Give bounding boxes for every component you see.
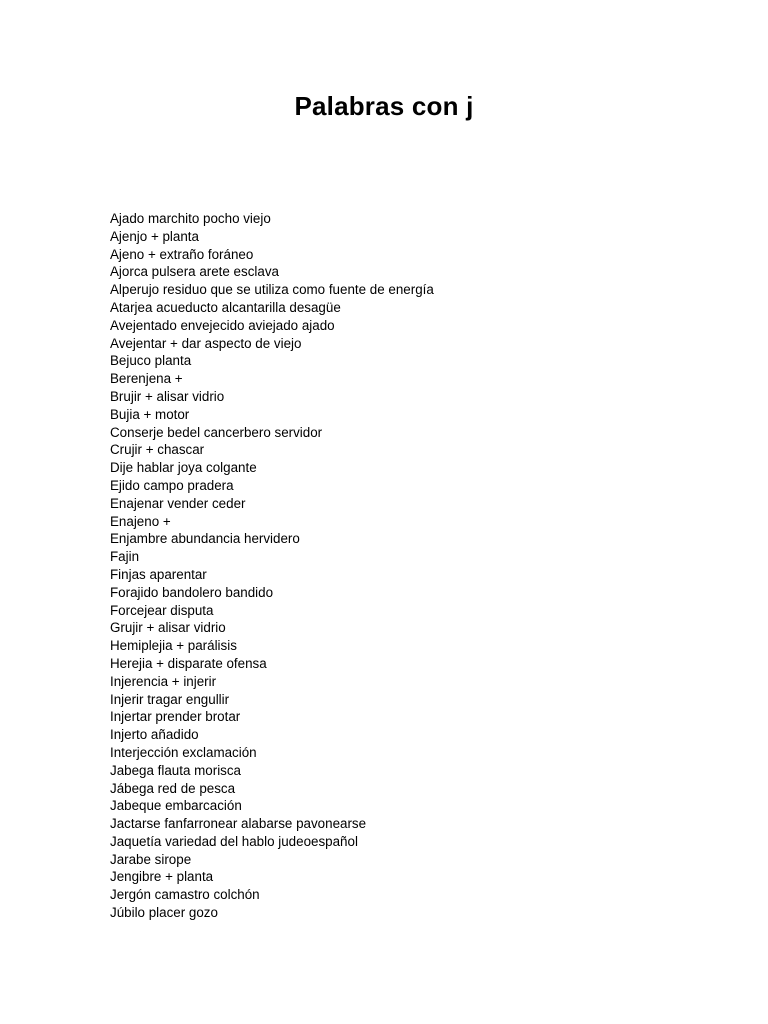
word-entry: Atarjea acueducto alcantarilla desagüe <box>110 299 341 315</box>
word-entry: Forcejear disputa <box>110 602 214 618</box>
word-entry: Finjas aparentar <box>110 566 207 582</box>
word-entry: Bejuco planta <box>110 353 192 369</box>
word-entry: Avejentar + dar aspecto de viejo <box>110 335 302 351</box>
word-entry: Jábega red de pesca <box>110 780 236 796</box>
word-list <box>110 210 434 922</box>
word-entry: Bujia + motor <box>110 406 190 422</box>
word-entry: Ajenjo + planta <box>110 228 199 244</box>
word-entry: Brujir + alisar vidrio <box>110 388 225 404</box>
word-entry: Jactarse fanfarronear alabarse pavonearse <box>110 816 367 832</box>
word-entry: Avejentado envejecido aviejado ajado <box>110 317 335 333</box>
word-entry: Jarabe sirope <box>110 851 192 867</box>
word-entry: Ajeno + extraño foráneo <box>110 246 254 262</box>
word-entry: Fajin <box>110 549 140 565</box>
word-entry: Berenjena + <box>110 371 183 387</box>
word-entry: Enajeno + <box>110 513 171 529</box>
word-entry: Jergón camastro colchón <box>110 887 260 903</box>
word-entry: Injerir tragar engullir <box>110 691 230 707</box>
word-entry: Jaquetía variedad del hablo judeoespañol <box>110 833 358 849</box>
word-entry: Alperujo residuo que se utiliza como fuente de energía <box>110 282 434 298</box>
word-entry: Interjección exclamación <box>110 744 257 760</box>
word-entry: Júbilo placer gozo <box>110 905 218 921</box>
word-entry: Grujir + alisar vidrio <box>110 620 226 636</box>
word-entry: Conserje bedel cancerbero servidor <box>110 424 323 440</box>
page-title: Palabras con j <box>294 91 474 121</box>
word-entry: Ejido campo pradera <box>110 477 234 493</box>
word-entry: Jengibre + planta <box>110 869 214 885</box>
word-entry: Injerto añadido <box>110 727 199 743</box>
word-entry: Enajenar vender ceder <box>110 495 246 511</box>
word-entry: Hemiplejia + parálisis <box>110 638 237 654</box>
word-entry: Injertar prender brotar <box>110 709 241 725</box>
word-entry: Injerencia + injerir <box>110 673 217 689</box>
word-entry: Enjambre abundancia hervidero <box>110 531 300 547</box>
word-entry: Herejia + disparate ofensa <box>110 655 267 671</box>
word-entry: Ajorca pulsera arete esclava <box>110 264 279 280</box>
word-entry: Jabeque embarcación <box>110 798 242 814</box>
word-entry: Crujir + chascar <box>110 442 205 458</box>
word-entry: Dije hablar joya colgante <box>110 460 257 476</box>
word-entry: Jabega flauta morisca <box>110 762 242 778</box>
word-entry: Forajido bandolero bandido <box>110 584 274 600</box>
word-entry: Ajado marchito pocho viejo <box>110 211 271 226</box>
